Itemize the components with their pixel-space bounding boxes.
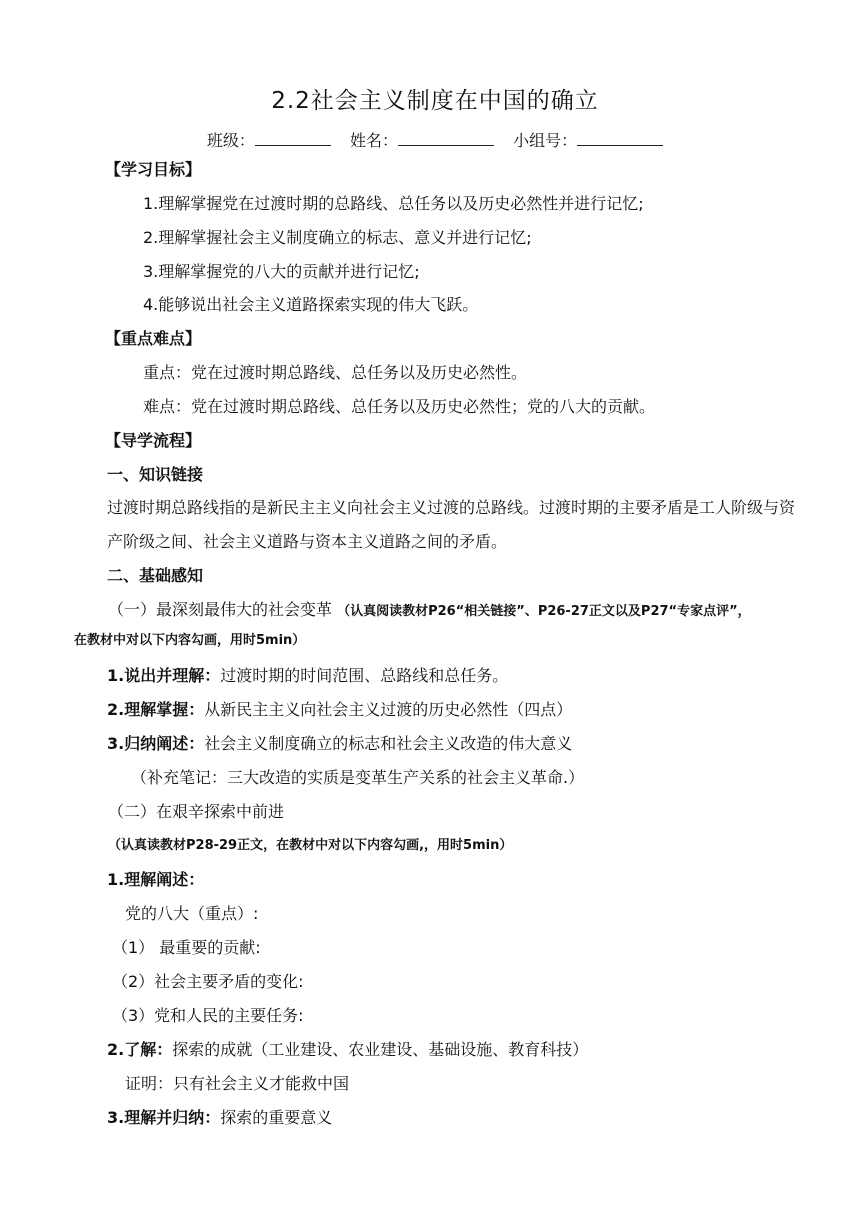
section1-heading: 一、知识链接 xyxy=(107,465,204,484)
part1-title-row xyxy=(108,599,751,623)
page-title: 2.2社会主义制度在中国的确立 xyxy=(271,88,599,114)
difficulty-text: 难点：党在过渡时期总路线、总任务以及历史必然性；党的八大的贡献。 xyxy=(143,397,656,416)
flow-heading: 【导学流程】 xyxy=(105,431,202,450)
item-text: 社会主义制度确立的标志和社会主义改造的伟大意义 xyxy=(204,734,573,753)
group-blank[interactable] xyxy=(577,129,663,146)
part2-item2 xyxy=(107,1039,588,1061)
item-text: 探索的成就（工业建设、农业建设、基础设施、教育科技） xyxy=(172,1040,589,1059)
part2-item1-label: 1.理解阐述： xyxy=(107,870,205,889)
item-label: 2.理解掌握： xyxy=(107,700,205,719)
goal-item: 3.理解掌握党的八大的贡献并进行记忆; xyxy=(143,262,420,281)
section1-text: 过渡时期总路线指的是新民主主义向社会主义过渡的总路线。过渡时期的主要矛盾是工人阶级与资产阶级之间、社会主义道路与资本主义道路之间的矛盾。 xyxy=(107,498,796,551)
part1-item xyxy=(107,665,508,687)
class-label: 班级： xyxy=(206,131,255,150)
item-label: 3.理解并归纳： xyxy=(107,1108,221,1127)
group-label: 小组号： xyxy=(513,131,578,150)
student-info-row xyxy=(0,128,860,151)
part2-item3 xyxy=(107,1107,332,1129)
name-blank[interactable] xyxy=(398,129,494,146)
goal-item: 2.理解掌握社会主义制度确立的标志、意义并进行记忆; xyxy=(143,228,532,247)
item-text: 从新民主主义向社会主义过渡的历史必然性（四点） xyxy=(204,700,573,719)
part1-note: （认真阅读教材P26“相关链接”、P26-27正文以及P27“专家点评”， xyxy=(337,604,751,619)
part1-title: （一）最深刻最伟大的社会变革 xyxy=(108,600,333,619)
section2-heading: 二、基础感知 xyxy=(107,566,204,585)
part1-note-cont: 在教材中对以下内容勾画，用时5min） xyxy=(74,633,306,648)
item-text: 探索的重要意义 xyxy=(220,1108,333,1127)
key-points-heading: 【重点难点】 xyxy=(105,329,202,348)
congress-sub-item: （2）社会主要矛盾的变化: xyxy=(112,972,304,991)
congress-sub-item: （1） 最重要的贡献: xyxy=(112,938,261,957)
goal-item: 4.能够说出社会主义道路探索实现的伟大飞跃。 xyxy=(143,295,479,314)
item-label: 3.归纳阐述： xyxy=(107,734,205,753)
item-label: 1.说出并理解： xyxy=(107,666,221,685)
part2-note: （认真读教材P28-29正文，在教材中对以下内容勾画,，用时5min） xyxy=(108,838,513,853)
name-label: 姓名： xyxy=(349,131,398,150)
item-label: 2.了解： xyxy=(107,1040,173,1059)
goal-item: 1.理解掌握党在过渡时期的总路线、总任务以及历史必然性并进行记忆; xyxy=(143,194,644,213)
part2-title: （二）在艰辛探索中前进 xyxy=(108,802,285,821)
part1-item xyxy=(107,733,572,755)
congress-sub-item: （3）党和人民的主要任务: xyxy=(112,1006,304,1025)
part1-item xyxy=(107,699,572,721)
class-blank[interactable] xyxy=(255,129,331,146)
goals-heading: 【学习目标】 xyxy=(105,160,202,179)
proof-text: 证明：只有社会主义才能救中国 xyxy=(125,1074,350,1093)
supplement-note: （补充笔记：三大改造的实质是变革生产关系的社会主义革命.） xyxy=(131,768,585,787)
focus-text: 重点：党在过渡时期总路线、总任务以及历史必然性。 xyxy=(143,363,528,382)
congress-heading: 党的八大（重点）: xyxy=(125,904,259,923)
item-text: 过渡时期的时间范围、总路线和总任务。 xyxy=(220,666,509,685)
